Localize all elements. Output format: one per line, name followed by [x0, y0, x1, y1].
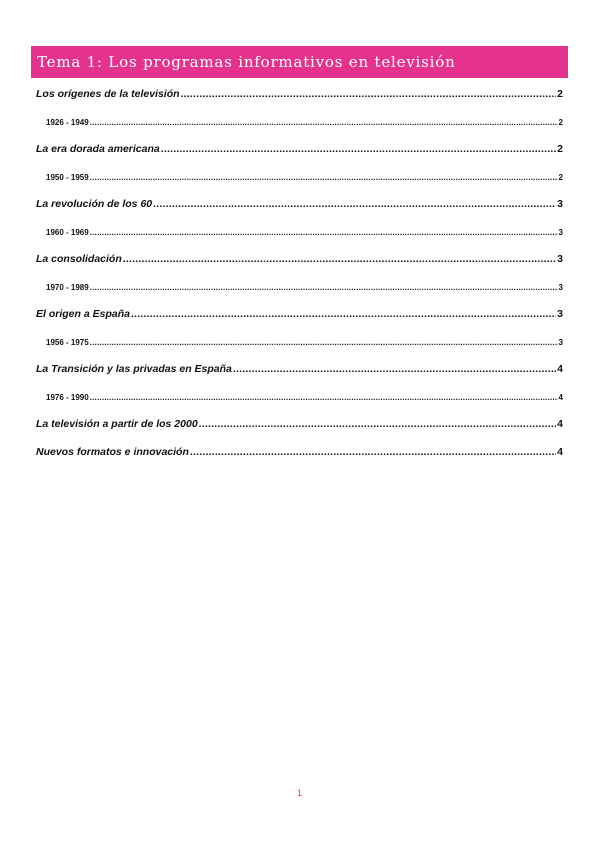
- toc-entry-page: 3: [557, 308, 563, 320]
- toc-entry[interactable]: [36, 412, 563, 440]
- toc-subentry[interactable]: [36, 165, 563, 193]
- toc-dot-leader: [190, 446, 556, 458]
- toc-entry[interactable]: [36, 357, 563, 385]
- toc-entry[interactable]: [36, 137, 563, 165]
- toc-entry[interactable]: [36, 247, 563, 275]
- toc-subentry-page: 4: [558, 392, 563, 402]
- page-number: 1: [296, 788, 302, 798]
- toc-entry[interactable]: [36, 302, 563, 330]
- toc-subentry-label: 1950 - 1959: [46, 172, 89, 182]
- toc-entry-page: 3: [557, 198, 563, 210]
- toc-subentry[interactable]: [36, 385, 563, 413]
- toc-entry[interactable]: [36, 440, 563, 468]
- toc-entry-page: 4: [557, 363, 563, 375]
- toc-dot-leader: [90, 228, 558, 237]
- toc-subentry-page: 2: [558, 117, 563, 127]
- toc-entry-label: La televisión a partir de los 2000: [36, 418, 198, 430]
- toc-dot-leader: [90, 173, 558, 182]
- toc-subentry[interactable]: [36, 330, 563, 358]
- toc-entry-page: 3: [557, 253, 563, 265]
- toc-entry-label: Los orígenes de la televisión: [36, 88, 180, 100]
- toc-subentry-label: 1970 - 1989: [46, 282, 89, 292]
- toc-entry[interactable]: [36, 82, 563, 110]
- toc-dot-leader: [153, 198, 556, 210]
- toc-subentry-label: 1956 - 1975: [46, 337, 89, 347]
- toc-subentry-page: 3: [558, 337, 563, 347]
- toc-entry-label: La era dorada americana: [36, 143, 160, 155]
- document-title: Tema 1: Los programas informativos en televisión: [37, 53, 456, 71]
- toc-dot-leader: [90, 338, 558, 347]
- toc-entry-page: 2: [557, 88, 563, 100]
- toc-dot-leader: [123, 253, 556, 265]
- toc-entry-page: 4: [557, 445, 563, 458]
- toc-subentry-label: 1976 - 1990: [46, 392, 89, 402]
- table-of-contents: [36, 82, 563, 467]
- toc-entry-page: 4: [557, 418, 563, 430]
- toc-dot-leader: [233, 363, 556, 375]
- toc-dot-leader: [90, 283, 558, 292]
- toc-subentry-page: 3: [558, 282, 563, 292]
- toc-entry-label: El origen a España: [36, 308, 130, 320]
- toc-entry-label: La Transición y las privadas en España: [36, 363, 232, 375]
- toc-subentry-label: 1960 - 1969: [46, 227, 89, 237]
- toc-dot-leader: [131, 308, 556, 320]
- toc-subentry-label: 1926 - 1949: [46, 117, 89, 127]
- document-title-bar: [31, 46, 568, 78]
- toc-dot-leader: [161, 143, 556, 155]
- toc-entry-label: Nuevos formatos e innovación: [36, 445, 189, 458]
- toc-dot-leader: [90, 393, 558, 402]
- toc-entry-page: 2: [557, 143, 563, 155]
- toc-subentry[interactable]: [36, 220, 563, 248]
- toc-subentry-page: 2: [558, 172, 563, 182]
- toc-dot-leader: [199, 418, 557, 430]
- toc-entry-label: La consolidación: [36, 253, 122, 265]
- toc-entry-label: La revolución de los 60: [36, 198, 153, 210]
- toc-subentry-page: 3: [558, 227, 563, 237]
- toc-subentry[interactable]: [36, 110, 563, 138]
- toc-dot-leader: [90, 118, 558, 127]
- toc-subentry[interactable]: [36, 275, 563, 303]
- toc-dot-leader: [181, 88, 557, 100]
- toc-entry[interactable]: [36, 192, 563, 220]
